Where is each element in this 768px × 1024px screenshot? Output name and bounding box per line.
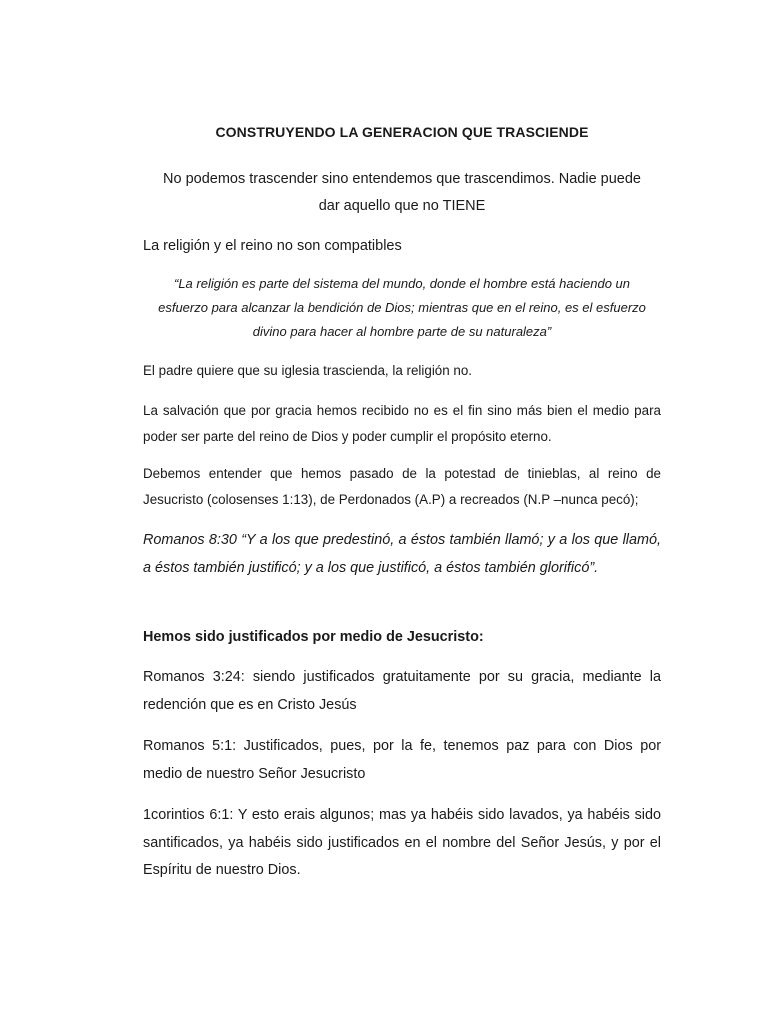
section-heading: Hemos sido justificados por medio de Jesucristo: [143,629,484,645]
quote-block [143,272,661,344]
paragraph-1: El padre quiere que su iglesia trascienda, la religión no. [143,363,473,378]
paragraph-2: La salvación que por gracia hemos recibido no es el fin sino más bien el medio para poder ser parte del reino de Dios y poder cumplir el propósito eterno. [143,403,661,444]
document-title: CONSTRUYENDO LA GENERACION QUE TRASCIENDE [215,124,589,140]
paragraph-7: 1corintios 6:1: Y esto erais algunos; mas ya habéis sido lavados, ya habéis sido santificados, ya habéis sido justificados en el nombre del Señor Jesús, y por el Espíritu de nuestro Dios. [143,807,661,878]
intro-line-1: No podemos trascender sino entendemos que trascendimos. Nadie puede [163,171,641,187]
section-subhead: La religión y el reino no son compatibles [143,238,402,254]
paragraph-5: Romanos 3:24: siendo justificados gratuitamente por su gracia, mediante la redención que es en Cristo Jesús [143,669,661,713]
quote-line-2: esfuerzo para alcanzar la bendición de Dios; mientras que en el reino, es el esfuerzo [158,300,646,315]
paragraph-6: Romanos 5:1: Justificados, pues, por la fe, tenemos paz para con Dios por medio de nuestro Señor Jesucristo [143,738,661,782]
paragraph-3: Debemos entender que hemos pasado de la potestad de tinieblas, al reino de Jesucristo (colosenses 1:13), de Perdonados (A.P) a recreados (N.P –nunca pecó); [143,466,661,507]
intro-line-2: dar aquello que no TIENE [318,198,486,214]
quote-line-3: divino para hacer al hombre parte de su naturaleza” [252,324,552,339]
paragraph-4: Romanos 8:30 “Y a los que predestinó, a éstos también llamó; y a los que llamó, a éstos también justificó; y a los que justificó, a éstos también glorificó”. [143,532,661,576]
intro-paragraph [143,166,661,220]
quote-line-1: “La religión es parte del sistema del mundo, donde el hombre está haciendo un [173,276,630,291]
